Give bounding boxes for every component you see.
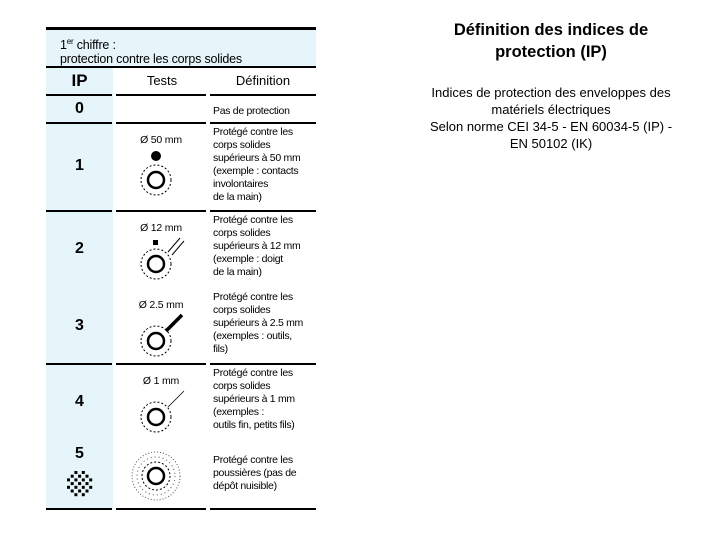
table-row [46,440,316,508]
test-caption: Ø 2.5 mm [138,299,184,311]
page-title [410,19,692,63]
row-divider [210,508,316,510]
subtitle-line: Selon norme CEI 34-5 - EN 60034-5 (IP) - [429,119,673,134]
test-wire-1mm-icon [136,387,196,437]
test-probe-50mm-icon [136,148,180,198]
test-caption: Ø 12 mm [140,222,182,234]
subtitle-line: matériels électriques [491,102,611,117]
subtitle-line: EN 50102 (IK) [509,136,593,151]
definition-text: Protégé contre les corps solides supérieurs à 12 mm (exemple : doigt de la main) [213,214,301,278]
ip-protection-table [46,27,316,509]
test-dust-icon [128,448,184,504]
table-header-band [46,27,316,67]
test-finger-12mm-icon [136,234,196,284]
table-row [46,95,316,122]
table-header-title [60,35,242,66]
ip-value: 3 [75,317,84,334]
divider [46,66,316,68]
definition-text: Pas de protection [213,105,290,117]
header-number: 1 [60,38,67,53]
col-header-definition: Définition [235,73,291,88]
title-line: protection (IP) [495,43,607,61]
ip-value: 5 [75,445,84,462]
definition-text: Protégé contre les corps solides supérieurs à 1 mm (exemples : outils fin, petits fils) [213,367,295,431]
col-header-ip: IP [71,71,88,90]
page-subtitle [410,84,692,152]
table-row [46,287,316,363]
ip-value: 2 [75,240,84,257]
col-header-tests: Tests [146,73,178,88]
ip-value: 1 [75,157,84,174]
ip-value: 4 [75,393,84,410]
test-tool-2-5mm-icon [136,311,196,361]
test-caption: Ø 1 mm [142,375,180,387]
subtitle-line: Indices de protection des enveloppes des [431,85,671,100]
header-sup: er [66,37,74,46]
table-row [46,210,316,287]
title-line: Définition des indices de [453,21,649,39]
definition-text: Protégé contre les corps solides supérieurs à 50 mm (exemple : contacts involontaires de la main) [213,126,301,203]
header-line2: protection contre les corps solides [60,52,242,67]
table-row [46,122,316,210]
dust-pattern-icon [66,470,94,498]
test-caption: Ø 50 mm [140,134,182,146]
row-divider [116,508,206,510]
header-line1: chiffre : [73,38,116,53]
table-row [46,363,316,440]
row-divider [46,508,112,510]
ip-value: 0 [75,100,84,117]
definition-text: Protégé contre les poussières (pas de dépôt nuisible) [213,454,297,492]
definition-text: Protégé contre les corps solides supérieurs à 2.5 mm (exemples : outils, fils) [213,291,304,355]
